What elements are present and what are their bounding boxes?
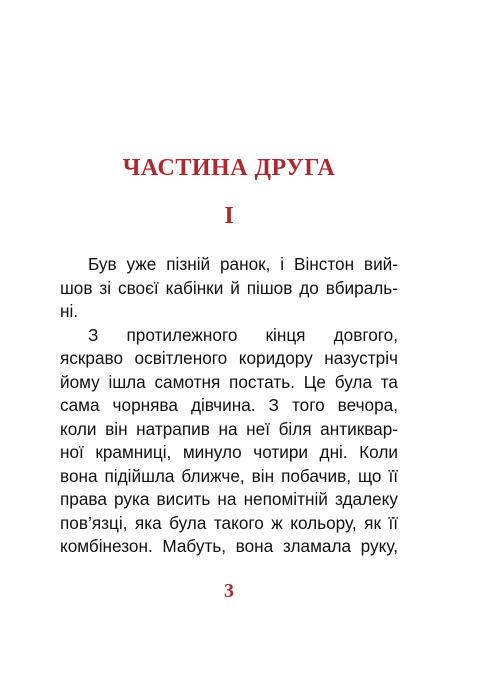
chapter-number: I xyxy=(224,203,234,229)
page-number: 3 xyxy=(224,580,234,602)
text-line: яскраво освітленого коридору назустріч xyxy=(60,348,398,368)
text-line: ні. xyxy=(60,301,79,321)
paragraph xyxy=(60,253,398,324)
text-line: права рука висить на непомітній здалеку xyxy=(60,489,398,509)
text-line: пов’язці, яка була такого ж кольору, як її xyxy=(60,512,398,533)
text-line: йому ішла самотня постать. Це була та xyxy=(60,371,398,392)
text-line: комбінезон. Мабуть, вона зламала руку, xyxy=(60,536,398,556)
text-line: вона підійшла ближче, він побачив, що її xyxy=(60,465,398,486)
chapter-body xyxy=(60,253,398,559)
text-line: сама чорнява дівчина. З того вечора, xyxy=(60,395,398,415)
paragraph xyxy=(60,324,398,559)
part-title: ЧАСТИНА ДРУГА xyxy=(122,155,336,181)
text-line: З протилежного кінця довгого, xyxy=(88,324,398,345)
text-line: Був уже пізній ранок, і Вінстон вий- xyxy=(88,254,398,274)
text-line: шов зі своєї кабінки й пішов до вбираль- xyxy=(60,277,398,298)
text-line: ної крамниці, минуло чотири дні. Коли xyxy=(60,442,398,462)
text-line: коли він натрапив на неї біля антиквар- xyxy=(60,418,398,439)
